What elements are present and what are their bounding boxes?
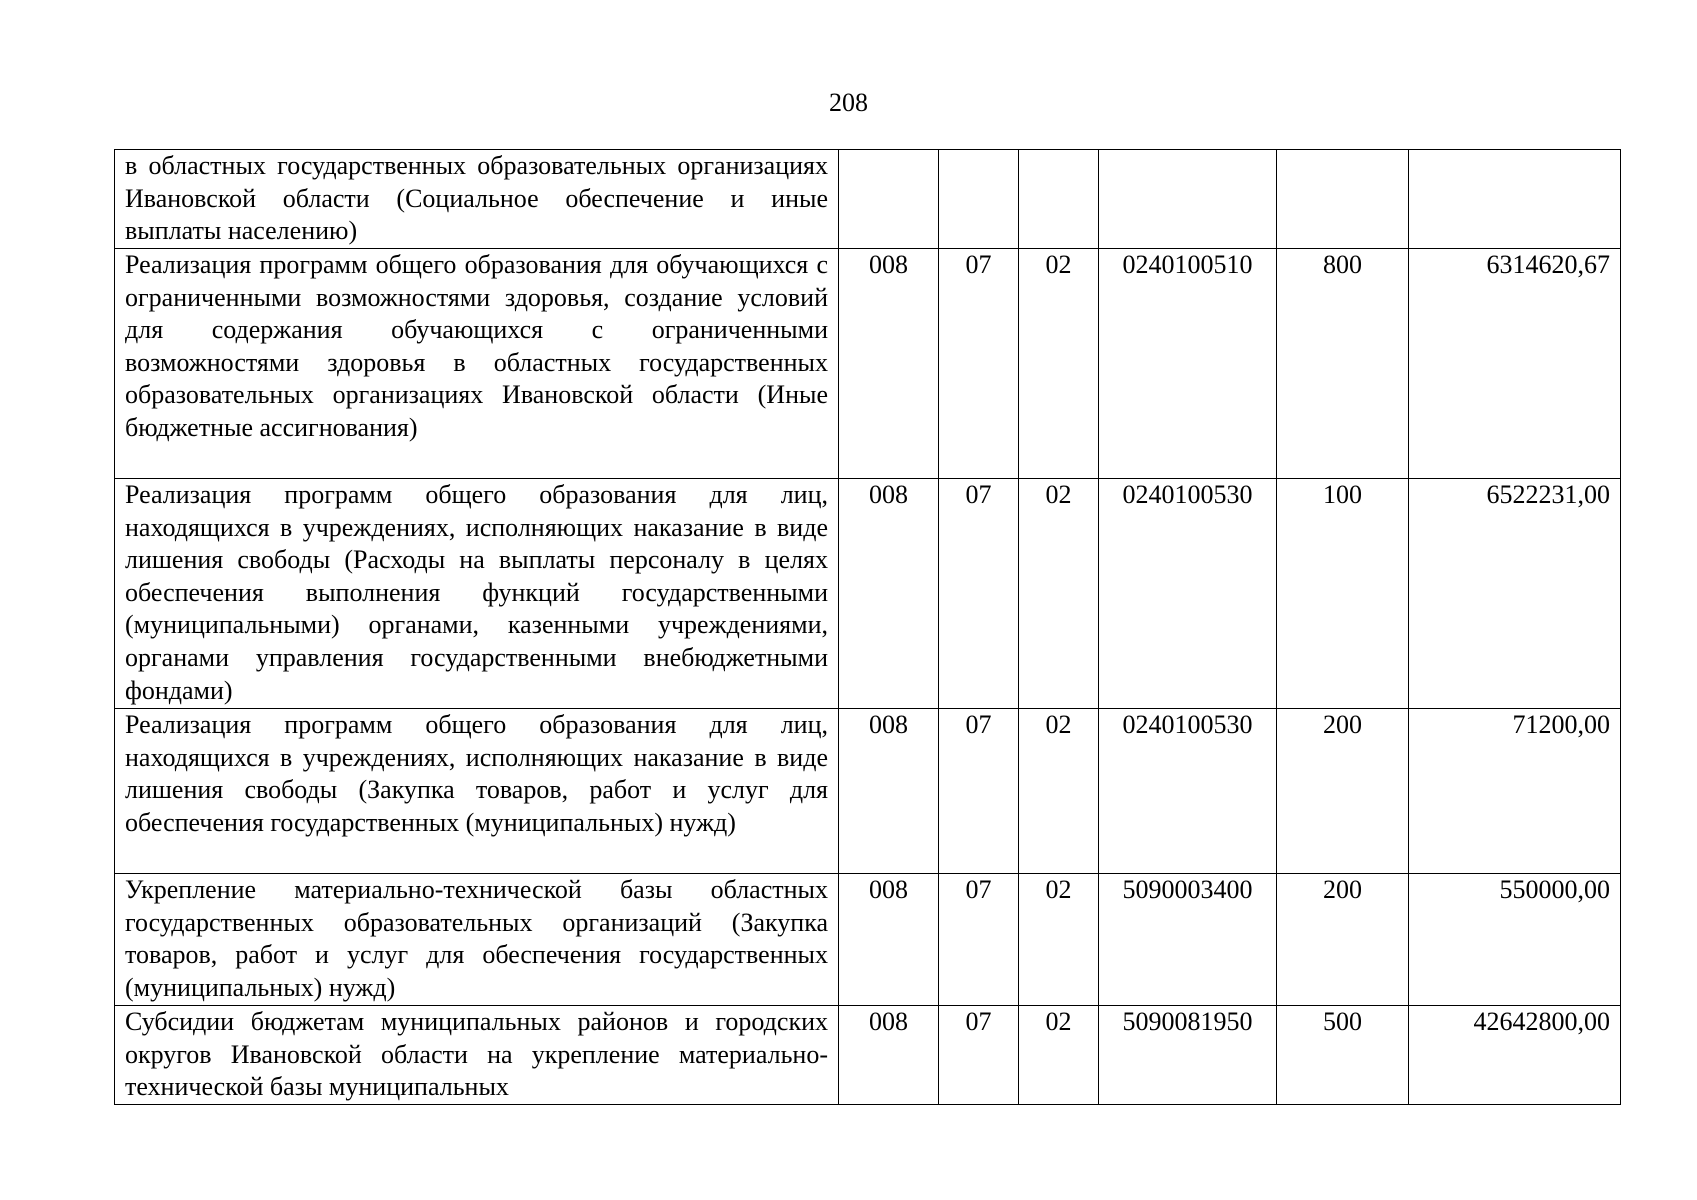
ministry-code-cell: 008 <box>839 1006 939 1105</box>
expense-type-cell: 500 <box>1277 1006 1409 1105</box>
subsection-code-cell: 02 <box>1019 479 1099 709</box>
target-article-cell <box>1099 150 1277 249</box>
ministry-code-cell: 008 <box>839 709 939 874</box>
row-description: Реализация программ общего образования для обучающихся с ограниченными возможностями здоровья, создание условий для содержания обучающихся с ограниченными возможностями здоровья в областных государственных образовательных организациях Ивановской области (Иные бюджетные ассигнования) <box>115 249 839 479</box>
subsection-code-cell: 02 <box>1019 249 1099 479</box>
row-description: Реализация программ общего образования для лиц, находящихся в учреждениях, исполняющих наказание в виде лишения свободы (Закупка товаров, работ и услуг для обеспечения государственных (муниципальных) нужд) <box>115 709 839 874</box>
amount-cell: 42642800,00 <box>1409 1006 1621 1105</box>
target-article-cell: 0240100530 <box>1099 709 1277 874</box>
table-row <box>115 874 1621 1006</box>
subsection-code-cell: 02 <box>1019 709 1099 874</box>
row-description: Реализация программ общего образования для лиц, находящихся в учреждениях, исполняющих наказание в виде лишения свободы (Расходы на выплаты персоналу в целях обеспечения выполнения функций государственными (муниципальными) органами, казенными учреждениями, органами управления государственными внебюджетными фондами) <box>115 479 839 709</box>
table-row <box>115 249 1621 479</box>
amount-cell: 6314620,67 <box>1409 249 1621 479</box>
expense-type-cell: 200 <box>1277 874 1409 1006</box>
target-article-cell: 0240100530 <box>1099 479 1277 709</box>
page-number: 208 <box>829 88 868 117</box>
target-article-cell: 5090081950 <box>1099 1006 1277 1105</box>
section-code-cell: 07 <box>939 249 1019 479</box>
row-description: в областных государственных образовательных организациях Ивановской области (Социальное обеспечение и иные выплаты населению) <box>115 150 839 249</box>
expense-type-cell: 100 <box>1277 479 1409 709</box>
ministry-code-cell: 008 <box>839 249 939 479</box>
section-code-cell: 07 <box>939 709 1019 874</box>
target-article-cell: 5090003400 <box>1099 874 1277 1006</box>
table-row <box>115 709 1621 874</box>
table-row <box>115 150 1621 249</box>
ministry-code-cell: 008 <box>839 479 939 709</box>
amount-cell <box>1409 150 1621 249</box>
subsection-code-cell: 02 <box>1019 874 1099 1006</box>
amount-cell: 71200,00 <box>1409 709 1621 874</box>
expense-type-cell <box>1277 150 1409 249</box>
budget-table <box>114 149 1621 1105</box>
expense-type-cell: 200 <box>1277 709 1409 874</box>
section-code-cell: 07 <box>939 874 1019 1006</box>
section-code-cell: 07 <box>939 1006 1019 1105</box>
section-code-cell: 07 <box>939 479 1019 709</box>
subsection-code-cell <box>1019 150 1099 249</box>
row-description: Субсидии бюджетам муниципальных районов и городских округов Ивановской области на укрепление материально-технической базы муниципальных <box>115 1006 839 1105</box>
section-code-cell <box>939 150 1019 249</box>
ministry-code-cell: 008 <box>839 874 939 1006</box>
target-article-cell: 0240100510 <box>1099 249 1277 479</box>
expense-type-cell: 800 <box>1277 249 1409 479</box>
amount-cell: 6522231,00 <box>1409 479 1621 709</box>
ministry-code-cell <box>839 150 939 249</box>
table-row <box>115 479 1621 709</box>
table-row <box>115 1006 1621 1105</box>
row-description: Укрепление материально-технической базы областных государственных образовательных организаций (Закупка товаров, работ и услуг для обеспечения государственных (муниципальных) нужд) <box>115 874 839 1006</box>
subsection-code-cell: 02 <box>1019 1006 1099 1105</box>
amount-cell: 550000,00 <box>1409 874 1621 1006</box>
